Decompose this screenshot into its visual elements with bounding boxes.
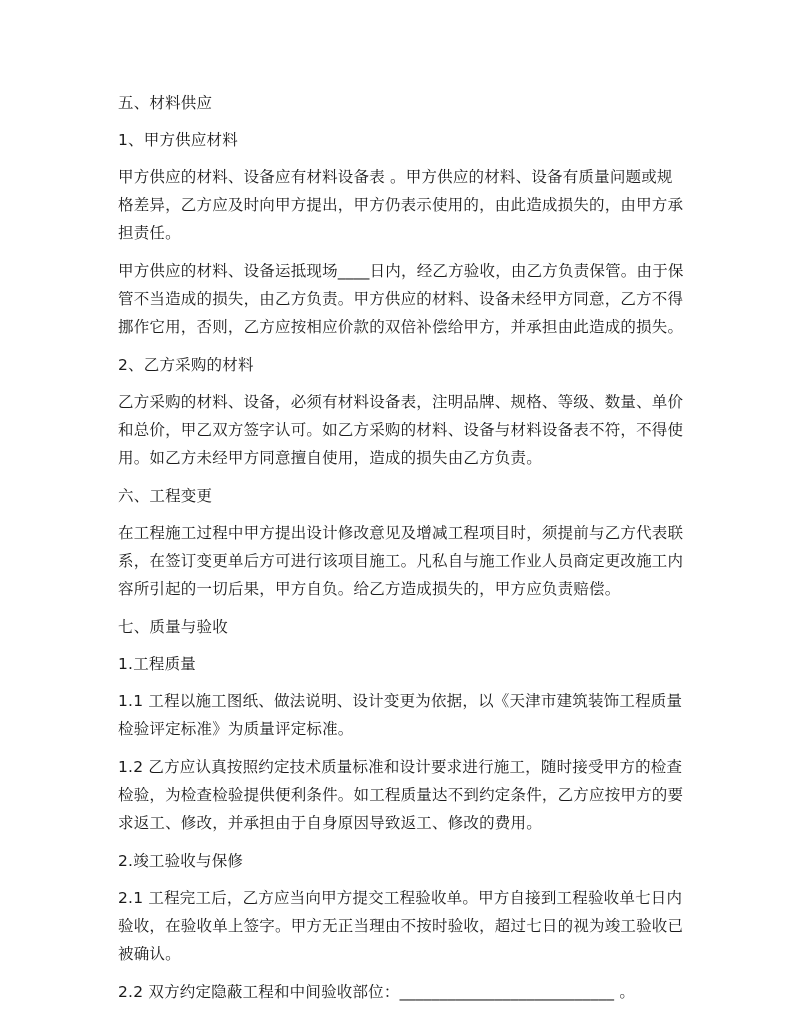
paragraph-7-1-2: 1.2 乙方应认真按照约定技术质量标准和设计要求进行施工，随时接受甲方的检查检验，为检查检验提供便利条件。如工程质量达不到约定条件，乙方应按甲方的要求返工、修改，并承担由于自身原因导致返工、修改的费用。 — [118, 758, 684, 832]
document-page — [118, 89, 688, 1016]
subsection-5-1-heading: 1、甲方供应材料 — [118, 131, 238, 149]
paragraph-7-2-1: 2.1 工程完工后，乙方应当向甲方提交工程验收单。甲方自接到工程验收单七日内验收，在验收单上签字。甲方无正当理由不按时验收，超过七日的视为竣工验收已被确认。 — [118, 889, 684, 963]
section-5-heading: 五、材料供应 — [118, 94, 213, 112]
paragraph-5-1-a: 甲方供应的材料、设备应有材料设备表 。甲方供应的材料、设备有质量问题或规格差异，乙方应及时向甲方提出，甲方仍表示使用的，由此造成损失的，由甲方承担责任。 — [118, 168, 684, 242]
paragraph-6: 在工程施工过程中甲方提出设计修改意见及增减工程项目时，须提前与乙方代表联系，在签订变更单后方可进行该项目施工。凡私自与施工作业人员商定更改施工内容所引起的一切后果，甲方自负。给乙方造成损失的，甲方应负责赔偿。 — [118, 524, 684, 598]
paragraph-5-2: 乙方采购的材料、设备，必须有材料设备表，注明品牌、规格、等级、数量、单价和总价，甲乙双方签字认可。如乙方采购的材料、设备与材料设备表不符，不得使用。如乙方未经甲方同意擅自使用，造成的损失由乙方负责。 — [118, 393, 684, 467]
subsection-7-2-heading: 2.竣工验收与保修 — [118, 852, 244, 870]
subsection-5-2-heading: 2、乙方采购的材料 — [118, 356, 254, 374]
subsection-7-1-heading: 1.工程质量 — [118, 655, 196, 673]
section-6-heading: 六、工程变更 — [118, 487, 213, 505]
paragraph-5-1-b: 甲方供应的材料、设备运抵现场____日内，经乙方验收，由乙方负责保管。由于保管不当造成的损失，由乙方负责。甲方供应的材料、设备未经甲方同意，乙方不得挪作它用，否则，乙方应按相应价款的双倍补偿给甲方，并承担由此造成的损失。 — [118, 262, 684, 336]
paragraph-7-1-1: 1.1 工程以施工图纸、做法说明、设计变更为依据，以《天津市建筑装饰工程质量检验评定标准》为质量评定标准。 — [118, 692, 683, 738]
section-7-heading: 七、质量与验收 — [118, 618, 228, 636]
paragraph-7-2-2: 2.2 双方约定隐蔽工程和中间验收部位：___________________________ 。 — [118, 983, 636, 1001]
